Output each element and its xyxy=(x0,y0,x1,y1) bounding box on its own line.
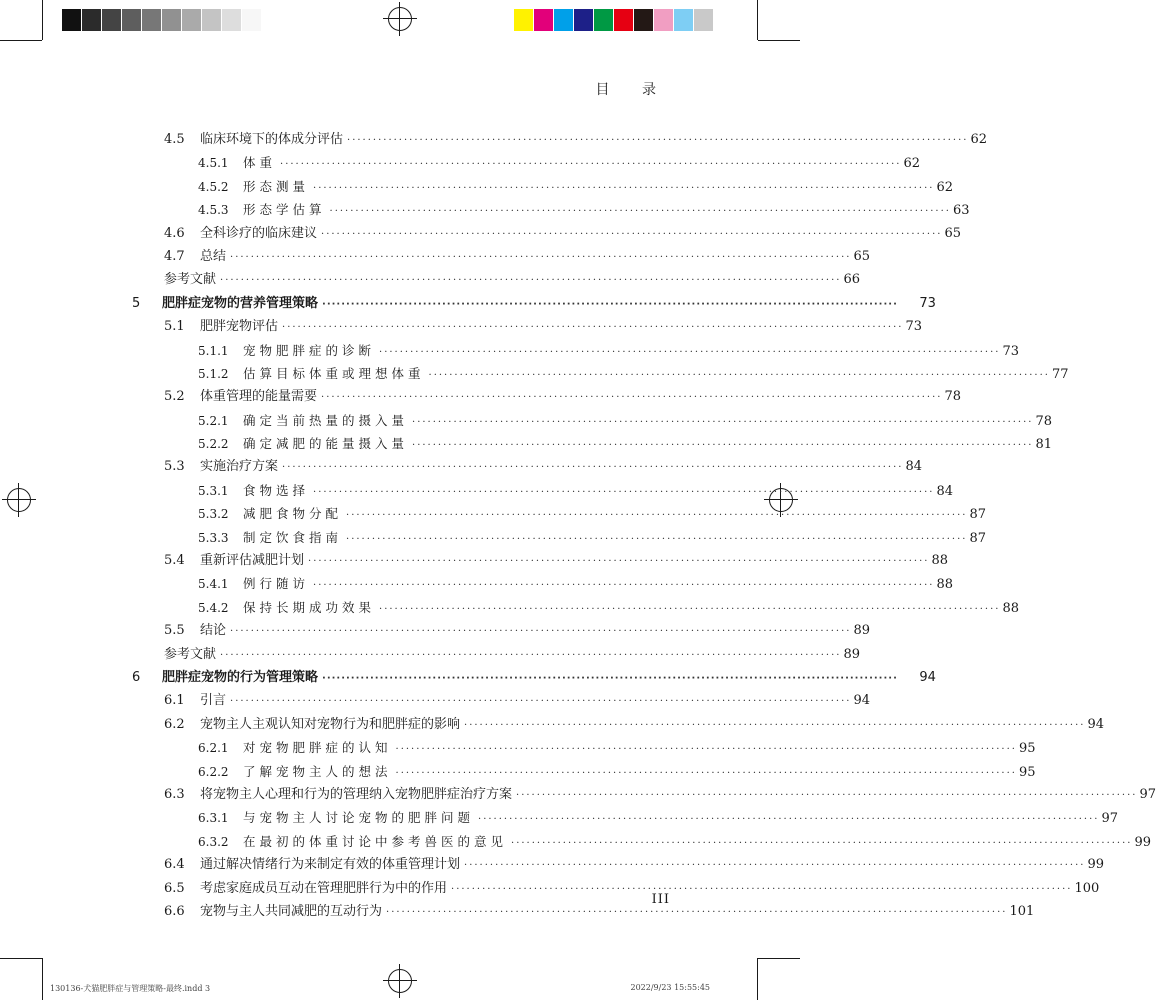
toc-entry-number: 4.5.2 xyxy=(198,179,229,194)
toc-entry-number: 5.3.3 xyxy=(198,530,229,545)
toc-entry-row xyxy=(132,151,921,174)
toc-entry-page: 84 xyxy=(936,483,954,499)
toc-entry-title: 形态学估算 xyxy=(243,202,326,218)
toc-entry-title: 重新评估减肥计划 xyxy=(200,553,305,569)
page-header-title: 目 录 xyxy=(595,82,670,98)
color-swatch xyxy=(674,9,694,31)
crop-mark xyxy=(757,958,758,1000)
toc-entry-page: 66 xyxy=(843,272,861,288)
toc-dot-leader: ························································································································ xyxy=(386,906,1008,918)
gray-swatch xyxy=(82,9,102,31)
toc-dot-leader: ························································································································ xyxy=(313,580,935,592)
toc-entry-title: 肥胖症宠物的营养管理策略 xyxy=(162,295,319,311)
toc-entry-row xyxy=(132,713,1105,736)
toc-dot-leader: ························································································································ xyxy=(321,392,943,404)
toc-entry-number: 6.2.2 xyxy=(198,764,229,779)
toc-entry-page: 101 xyxy=(1009,903,1035,919)
toc-dot-leader: ························································································································ xyxy=(322,672,898,684)
color-swatch xyxy=(594,9,614,31)
toc-entry-title: 宠物主人主观认知对宠物行为和肥胖症的影响 xyxy=(200,716,461,732)
toc-entry-page: 87 xyxy=(969,507,987,523)
toc-entry-row xyxy=(132,619,871,642)
toc-dot-leader: ························································································································ xyxy=(346,510,968,522)
toc-entry-page: 97 xyxy=(1139,786,1156,802)
toc-entry-page: 100 xyxy=(1074,880,1100,896)
toc-entry-title: 将宠物主人心理和行为的管理纳入宠物肥胖症治疗方案 xyxy=(200,786,513,802)
toc-entry-title: 肥胖症宠物的行为管理策略 xyxy=(162,669,319,685)
toc-entry-row xyxy=(132,900,1035,923)
toc-entry-page: 97 xyxy=(1101,811,1119,827)
toc-entry-row xyxy=(132,175,954,198)
toc-entry-title: 参考文献 xyxy=(164,272,217,288)
toc-entry-row xyxy=(132,432,1053,455)
toc-chapter-row xyxy=(132,666,936,689)
toc-entry-page: 62 xyxy=(903,156,921,172)
toc-entry-number: 4.5.1 xyxy=(198,156,229,171)
toc-entry-page: 73 xyxy=(1002,343,1020,359)
toc-entry-title: 形态测量 xyxy=(243,178,310,194)
toc-entry-row xyxy=(132,315,923,338)
toc-entry-row xyxy=(132,689,871,712)
toc-dot-leader: ························································································································ xyxy=(282,322,904,334)
toc-entry-row xyxy=(132,549,949,572)
toc-entry-title: 肥胖宠物评估 xyxy=(200,319,279,335)
toc-entry-number: 6.1 xyxy=(164,693,185,709)
toc-dot-leader: ························································································································ xyxy=(346,533,968,545)
gray-swatch xyxy=(202,9,222,31)
toc-entry-row xyxy=(132,245,871,268)
toc-entry-page: 99 xyxy=(1087,857,1105,873)
toc-entry-title: 减肥食物分配 xyxy=(243,506,343,522)
toc-entry-number: 6.6 xyxy=(164,903,185,919)
toc-entry-row xyxy=(132,572,954,595)
toc-dot-leader: ························································································································ xyxy=(516,789,1138,801)
toc-entry-row xyxy=(132,268,861,291)
toc-entry-number: 6.2.1 xyxy=(198,741,229,756)
color-swatch xyxy=(694,9,714,31)
registration-mark-bottom xyxy=(383,964,417,998)
toc-dot-leader: ························································································································ xyxy=(478,814,1100,826)
toc-dot-leader: ························································································································ xyxy=(282,462,904,474)
toc-entry-number: 5.4.1 xyxy=(198,577,229,592)
toc-dot-leader: ························································································································ xyxy=(313,486,935,498)
toc-entry-row xyxy=(132,502,987,525)
color-swatch xyxy=(554,9,574,31)
toc-entry-page: 62 xyxy=(936,179,954,195)
footer-file-name: 130136-犬猫肥胖症与管理策略-最终.indd 3 xyxy=(50,984,211,993)
toc-entry-title: 制定饮食指南 xyxy=(243,529,343,545)
toc-entry-number: 6.5 xyxy=(164,880,185,896)
toc-chapter-row xyxy=(132,292,936,315)
toc-entry-row xyxy=(132,339,1020,362)
toc-entry-row xyxy=(132,362,1069,385)
color-swatch xyxy=(534,9,554,31)
toc-dot-leader: ························································································································ xyxy=(230,626,852,638)
toc-dot-leader: ························································································································ xyxy=(321,228,943,240)
toc-entry-number: 6 xyxy=(132,669,141,685)
toc-dot-leader: ························································································································ xyxy=(412,416,1034,428)
toc-dot-leader: ························································································································ xyxy=(395,744,1017,756)
toc-entry-number: 5.1.2 xyxy=(198,366,229,381)
crop-mark xyxy=(0,958,42,959)
gray-swatch xyxy=(142,9,162,31)
toc-entry-number: 5.3.1 xyxy=(198,483,229,498)
toc-entry-number: 5.4.2 xyxy=(198,600,229,615)
crop-mark xyxy=(758,40,800,41)
toc-entry-number: 4.5.3 xyxy=(198,203,229,218)
toc-entry-title: 考虑家庭成员互动在管理肥胖行为中的作用 xyxy=(200,880,448,896)
toc-entry-page: 81 xyxy=(1035,437,1053,453)
toc-entry-title: 宠物肥胖症的诊断 xyxy=(243,342,376,358)
toc-entry-title: 在最初的体重讨论中参考兽医的意见 xyxy=(243,833,508,849)
toc-entry-row xyxy=(132,222,962,245)
toc-dot-leader: ························································································································ xyxy=(230,251,852,263)
toc-entry-page: 94 xyxy=(853,693,871,709)
crop-mark xyxy=(758,958,800,959)
toc-entry-row xyxy=(132,783,1156,806)
toc-entry-number: 6.3 xyxy=(164,786,185,802)
toc-entry-page: 78 xyxy=(944,389,962,405)
toc-dot-leader: ························································································································ xyxy=(280,159,902,171)
color-swatch xyxy=(514,9,534,31)
page-number: III xyxy=(651,892,670,907)
toc-entry-row xyxy=(132,455,923,478)
toc-entry-row xyxy=(132,760,1036,783)
toc-entry-row xyxy=(132,643,861,666)
gray-swatch xyxy=(102,9,122,31)
toc-entry-title: 参考文献 xyxy=(164,646,217,662)
toc-entry-title: 结论 xyxy=(200,623,227,639)
toc-entry-page: 88 xyxy=(931,553,949,569)
toc-entry-row xyxy=(132,526,987,549)
toc-entry-page: 78 xyxy=(1035,413,1053,429)
toc-entry-page: 62 xyxy=(970,132,988,147)
toc-entry-page: 95 xyxy=(1018,764,1036,780)
color-swatch xyxy=(654,9,674,31)
toc-entry-title: 总结 xyxy=(200,248,227,264)
toc-entry-number: 5.1.1 xyxy=(198,343,229,358)
toc-dot-leader: ························································································································ xyxy=(220,649,842,661)
color-swatch xyxy=(574,9,594,31)
toc-entry-row xyxy=(132,736,1036,759)
toc-entry-page: 73 xyxy=(919,295,936,311)
toc-entry-number: 5.5 xyxy=(164,623,185,639)
toc-entry-title: 对宠物肥胖症的认知 xyxy=(243,740,392,756)
toc-entry-title: 确定当前热量的摄入量 xyxy=(243,412,409,428)
toc-entry-page: 84 xyxy=(905,459,923,475)
toc-entry-number: 6.4 xyxy=(164,857,185,873)
toc-entry-title: 实施治疗方案 xyxy=(200,459,279,475)
toc-entry-row xyxy=(132,853,1105,876)
toc-dot-leader: ························································································································ xyxy=(322,298,898,310)
toc-dot-leader: ························································································································ xyxy=(428,369,1050,381)
toc-dot-leader: ························································································································ xyxy=(230,696,852,708)
toc-entry-title: 全科诊疗的临床建议 xyxy=(200,225,318,241)
toc-entry-title: 估算目标体重或理想体重 xyxy=(243,365,425,381)
grayscale-color-bar xyxy=(62,9,262,31)
toc-entry-page: 99 xyxy=(1134,834,1152,850)
toc-entry-number: 5 xyxy=(132,295,141,311)
toc-entry-number: 6.3.2 xyxy=(198,834,229,849)
toc-entry-number: 4.7 xyxy=(164,248,185,264)
toc-entry-row xyxy=(132,830,1152,853)
gray-swatch xyxy=(242,9,262,31)
gray-swatch xyxy=(222,9,242,31)
toc-dot-leader: ························································································································ xyxy=(451,883,1073,895)
toc-entry-page: 65 xyxy=(944,225,962,241)
toc-entry-page: 65 xyxy=(853,248,871,264)
crop-mark xyxy=(42,0,43,40)
toc-entry-page: 88 xyxy=(1002,600,1020,616)
toc-entry-page: 94 xyxy=(919,669,936,685)
registration-mark-top xyxy=(383,2,417,36)
toc-entry-page: 95 xyxy=(1018,741,1036,757)
table-of-contents xyxy=(132,128,1156,923)
toc-dot-leader: ························································································································ xyxy=(511,837,1133,849)
toc-entry-number: 5.2.2 xyxy=(198,437,229,452)
toc-entry-title: 引言 xyxy=(200,693,227,709)
toc-entry-title: 例行随访 xyxy=(243,576,310,592)
toc-entry-number: 5.3 xyxy=(164,459,185,475)
toc-entry-page: 89 xyxy=(853,623,871,639)
toc-entry-page: 87 xyxy=(969,530,987,546)
toc-entry-number: 6.2 xyxy=(164,716,185,732)
toc-entry-title: 临床环境下的体成分评估 xyxy=(200,132,344,147)
color-swatch xyxy=(634,9,654,31)
toc-entry-title: 与宠物主人讨论宠物的肥胖问题 xyxy=(243,810,475,826)
toc-entry-title: 确定减肥的能量摄入量 xyxy=(243,436,409,452)
crop-mark xyxy=(42,958,43,1000)
toc-entry-title: 体重管理的能量需要 xyxy=(200,389,318,405)
toc-entry-page: 73 xyxy=(905,319,923,335)
toc-entry-number: 4.6 xyxy=(164,225,185,241)
toc-entry-row xyxy=(132,596,1020,619)
toc-dot-leader: ························································································································ xyxy=(220,275,842,287)
toc-dot-leader: ························································································································ xyxy=(395,767,1017,779)
toc-entry-row xyxy=(132,479,954,502)
toc-dot-leader: ························································································································ xyxy=(464,860,1086,872)
toc-entry-number: 5.3.2 xyxy=(198,507,229,522)
gray-swatch xyxy=(182,9,202,31)
toc-entry-page: 88 xyxy=(936,577,954,593)
toc-dot-leader: ························································································································ xyxy=(313,182,935,194)
toc-dot-leader: ························································································································ xyxy=(379,603,1001,615)
toc-entry-title: 食物选择 xyxy=(243,482,310,498)
toc-entry-page: 89 xyxy=(843,646,861,662)
crop-mark xyxy=(0,40,42,41)
gray-swatch xyxy=(162,9,182,31)
gray-swatch xyxy=(122,9,142,31)
toc-entry-number: 5.4 xyxy=(164,553,185,569)
toc-entry-row xyxy=(132,409,1053,432)
toc-entry-row xyxy=(132,128,988,151)
toc-entry-page: 77 xyxy=(1051,366,1069,382)
toc-entry-number: 5.2.1 xyxy=(198,413,229,428)
toc-entry-number: 5.1 xyxy=(164,319,185,335)
registration-mark-left xyxy=(2,483,36,517)
toc-entry-row xyxy=(132,806,1119,829)
toc-dot-leader: ························································································································ xyxy=(379,346,1001,358)
toc-entry-page: 94 xyxy=(1087,716,1105,732)
toc-entry-title: 宠物与主人共同减肥的互动行为 xyxy=(200,903,383,919)
toc-entry-title: 了解宠物主人的想法 xyxy=(243,763,392,779)
footer-timestamp: 2022/9/23 15:55:45 xyxy=(630,983,710,992)
toc-dot-leader: ························································································································ xyxy=(412,440,1034,452)
toc-dot-leader: ························································································································ xyxy=(308,556,930,568)
toc-entry-number: 6.3.1 xyxy=(198,811,229,826)
toc-entry-number: 4.5 xyxy=(164,132,185,147)
toc-dot-leader: ························································································································ xyxy=(329,206,951,218)
gray-swatch xyxy=(62,9,82,31)
crop-mark xyxy=(757,0,758,40)
toc-entry-title: 保持长期成功效果 xyxy=(243,599,376,615)
toc-entry-title: 体重 xyxy=(243,155,277,171)
toc-entry-row xyxy=(132,385,962,408)
toc-dot-leader: ························································································································ xyxy=(464,719,1086,731)
toc-dot-leader: ························································································································ xyxy=(347,135,969,146)
toc-entry-page: 63 xyxy=(952,203,970,219)
process-color-bar xyxy=(514,9,714,31)
toc-entry-number: 5.2 xyxy=(164,389,185,405)
color-swatch xyxy=(614,9,634,31)
toc-entry-row xyxy=(132,198,970,221)
toc-entry-title: 通过解决情绪行为来制定有效的体重管理计划 xyxy=(200,857,461,873)
